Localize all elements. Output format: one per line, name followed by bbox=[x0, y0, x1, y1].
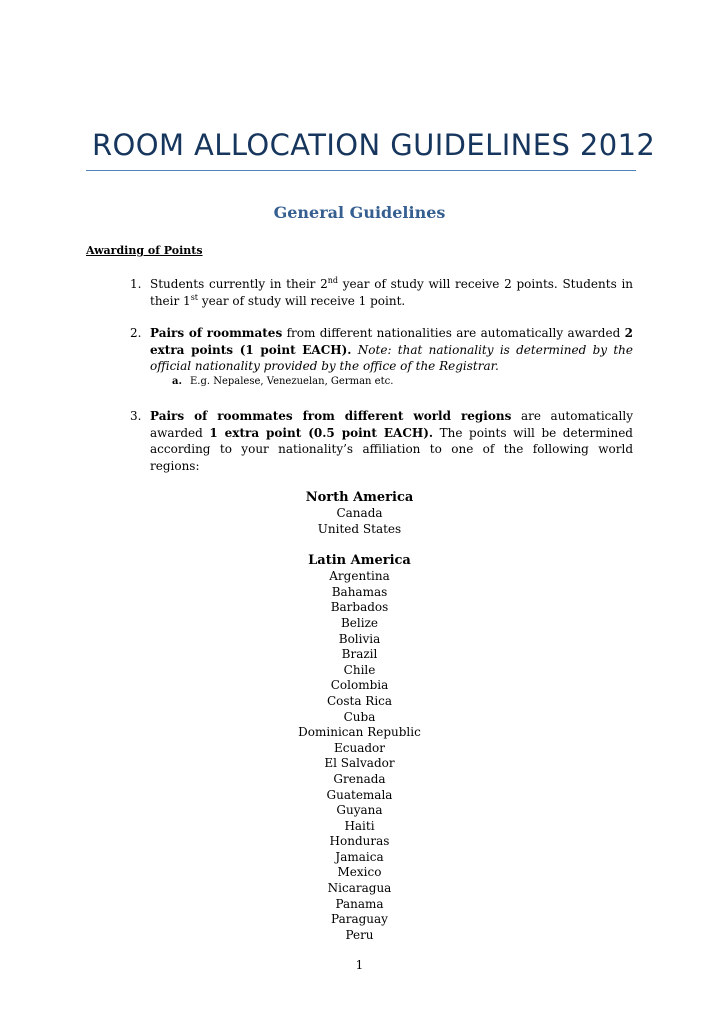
text-line bbox=[150, 441, 633, 458]
country-item: Belize bbox=[340, 615, 379, 630]
country-item: Bolivia bbox=[338, 631, 381, 646]
country-item: Nicaragua bbox=[327, 881, 392, 896]
country-item: Grenada bbox=[333, 771, 386, 786]
section-heading-awarding-points: Awarding of Points bbox=[86, 244, 203, 257]
subtitle: General Guidelines bbox=[273, 203, 446, 222]
text-run: according to your nationality’s affiliation to one of the following world bbox=[150, 442, 633, 456]
country-item: Colombia bbox=[330, 678, 389, 693]
country-item: Chile bbox=[343, 662, 376, 677]
country-item: Cuba bbox=[343, 709, 376, 724]
bold-run: 2 bbox=[624, 326, 633, 340]
sub-item-letter: a. bbox=[172, 376, 182, 387]
list-item-3 bbox=[130, 408, 633, 476]
text-line bbox=[150, 293, 633, 310]
italic-run: official nationality provided by the office of the Registrar. bbox=[150, 359, 499, 373]
sub-item-a bbox=[172, 376, 393, 387]
text-run: year of study will receive 1 point. bbox=[198, 293, 406, 308]
country-item: Brazil bbox=[341, 647, 378, 662]
list-item-text bbox=[150, 325, 633, 375]
country-item: Mexico bbox=[337, 865, 382, 880]
country-item: United States bbox=[317, 521, 402, 536]
region-heading: Latin America bbox=[308, 553, 411, 569]
superscript: st bbox=[190, 292, 199, 302]
country-item: Panama bbox=[335, 896, 384, 911]
country-item: Ecuador bbox=[333, 740, 385, 755]
list-item-number: 2. bbox=[130, 326, 142, 340]
text-run: awarded bbox=[150, 425, 210, 440]
text-line bbox=[150, 342, 633, 359]
sub-item-text: E.g. Nepalese, Venezuelan, German etc. bbox=[189, 376, 394, 387]
country-item: Dominican Republic bbox=[298, 725, 421, 740]
text-run: are automatically bbox=[511, 409, 633, 423]
list-item-number: 3. bbox=[130, 409, 142, 423]
text-line bbox=[150, 408, 633, 425]
country-item: Bahamas bbox=[331, 584, 388, 599]
text-line bbox=[150, 358, 633, 375]
list-item-1 bbox=[130, 276, 633, 310]
country-item: Haiti bbox=[344, 818, 375, 833]
text-line bbox=[150, 325, 633, 342]
country-item: Peru bbox=[345, 927, 374, 942]
document-title: ROOM ALLOCATION GUIDELINES 2012 bbox=[92, 128, 656, 162]
country-item: Argentina bbox=[329, 569, 390, 584]
country-item: Guyana bbox=[336, 803, 383, 818]
text-run: Students currently in their 2 bbox=[150, 277, 328, 291]
country-item: Jamaica bbox=[335, 849, 384, 864]
country-item: Honduras bbox=[329, 834, 390, 849]
bold-run: Pairs of roommates from different world regions bbox=[150, 409, 512, 423]
title-underline-rule bbox=[86, 170, 636, 171]
text-run: their 1 bbox=[150, 293, 191, 308]
list-item-2 bbox=[130, 325, 633, 375]
region-north-america bbox=[0, 490, 719, 537]
text-run: regions: bbox=[150, 458, 200, 473]
text-run: year of study will receive 2 points. Students in bbox=[338, 277, 634, 291]
country-item: El Salvador bbox=[324, 756, 395, 771]
country-item: Costa Rica bbox=[326, 693, 393, 708]
world-regions-list bbox=[0, 490, 719, 943]
list-item-text bbox=[150, 276, 633, 309]
region-latin-america bbox=[0, 553, 719, 943]
list-item-number: 1. bbox=[130, 277, 142, 291]
country-item: Guatemala bbox=[326, 787, 393, 802]
list-item-text bbox=[150, 408, 633, 474]
page-number: 1 bbox=[355, 958, 364, 972]
text-line bbox=[150, 276, 633, 293]
country-item: Barbados bbox=[330, 600, 389, 615]
text-line bbox=[150, 425, 633, 442]
text-run: from different nationalities are automatically awarded bbox=[282, 326, 625, 340]
region-heading: North America bbox=[305, 490, 414, 505]
superscript: nd bbox=[327, 276, 339, 285]
text-run: The points will be determined bbox=[433, 425, 633, 440]
italic-run: Note: that nationality is determined by the bbox=[351, 342, 633, 357]
country-item: Canada bbox=[336, 506, 383, 520]
bold-run: 1 extra point (0.5 point EACH). bbox=[209, 425, 434, 440]
bold-run: Pairs of roommates bbox=[150, 326, 283, 340]
text-line bbox=[150, 458, 633, 475]
country-item: Paraguay bbox=[331, 912, 388, 927]
region-spacer bbox=[0, 537, 719, 553]
bold-run: extra points (1 point EACH). bbox=[150, 342, 352, 357]
